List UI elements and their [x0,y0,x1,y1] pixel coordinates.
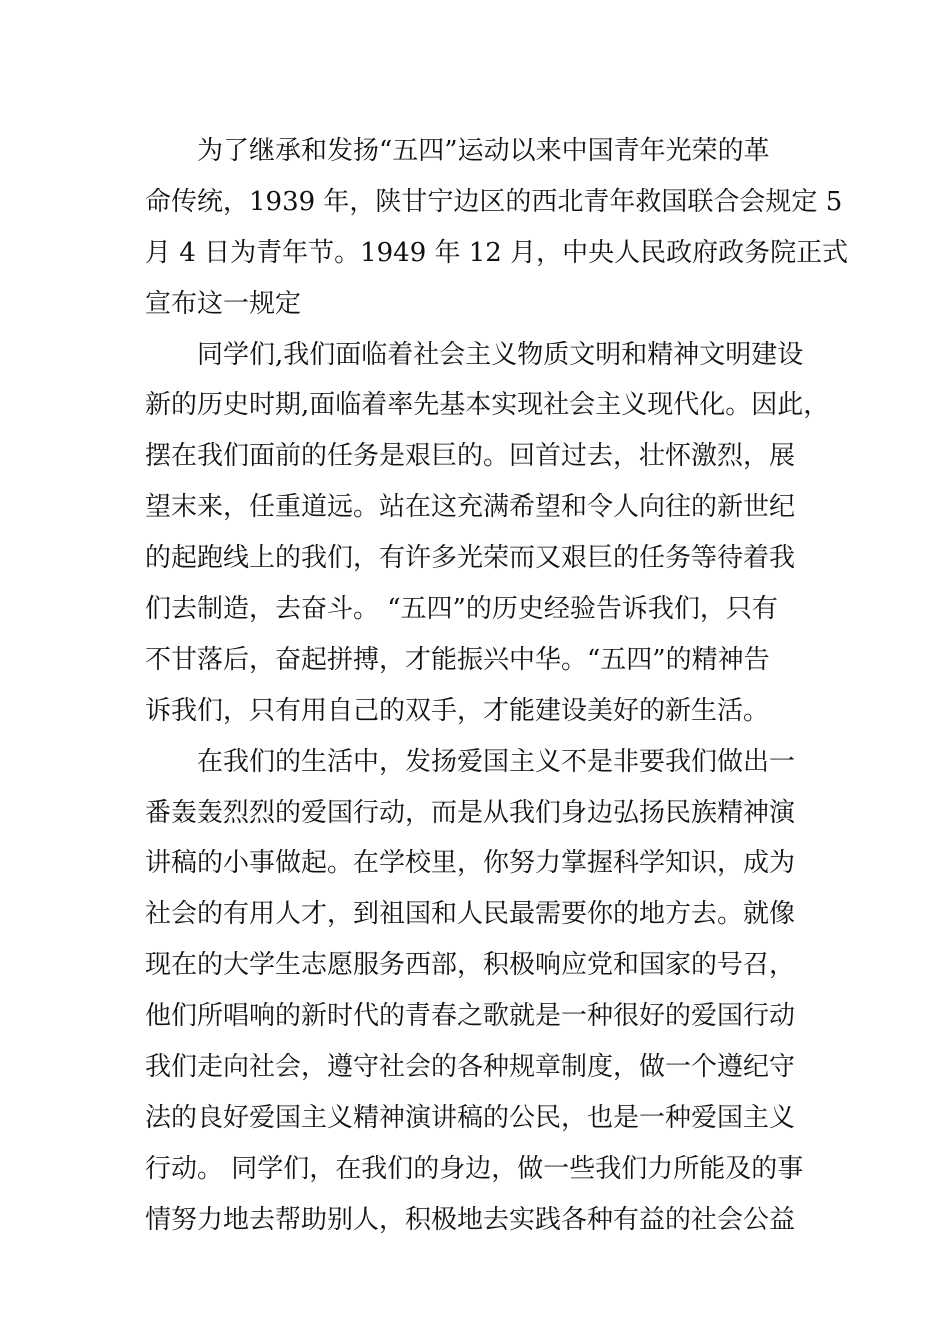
paragraph-2-line-6: 们去制造，去奋斗。 “五四”的历史经验告诉我们，只有 [145,594,778,625]
paragraph-3-line-4: 社会的有用人才，到祖国和人民最需要你的地方去。就像 [145,899,796,930]
paragraph-3-line-2: 番轰轰烈烈的爱国行动，而是从我们身边弘扬民族精神演 [145,797,796,828]
paragraph-3-line-9: 行动。 同学们，在我们的身边，做一些我们力所能及的事 [145,1153,804,1184]
paragraph-3-line-3: 讲稿的小事做起。在学校里，你努力掌握科学知识，成为 [145,848,796,879]
paragraph-3-line-1: 在我们的生活中，发扬爱国主义不是非要我们做出一 [197,746,796,777]
paragraph-2-line-8: 诉我们，只有用自己的双手，才能建设美好的新生活。 [145,695,770,726]
paragraph-1-line-2: 命传统，1939 年，陕甘宁边区的西北青年救国联合会规定 5 [145,186,843,217]
paragraph-2-line-7: 不甘落后，奋起拼搏，才能振兴中华。“五四”的精神告 [145,644,770,675]
paragraph-3-line-10: 情努力地去帮助别人，积极地去实践各种有益的社会公益 [145,1204,796,1235]
paragraph-3-line-7: 我们走向社会，遵守社会的各种规章制度，做一个遵纪守 [145,1052,796,1083]
paragraph-2-line-2: 新的历史时期,面临着率先基本实现社会主义现代化。因此， [145,390,830,421]
paragraph-1-line-3: 月 4 日为青年节。1949 年 12 月，中央人民政府政务院正式 [145,237,849,268]
paragraph-2-line-3: 摆在我们面前的任务是艰巨的。回首过去，壮怀激烈，展 [145,441,796,472]
paragraph-3-line-5: 现在的大学生志愿服务西部，积极响应党和国家的号召， [145,950,796,981]
paragraph-3-line-6: 他们所唱响的新时代的青春之歌就是一种很好的爱国行动 [145,1001,796,1032]
paragraph-2-line-4: 望末来，任重道远。站在这充满希望和令人向往的新世纪 [145,492,796,523]
paragraph-3-line-8: 法的良好爱国主义精神演讲稿的公民，也是一种爱国主义 [145,1102,796,1133]
document-body [145,126,849,1246]
paragraph-1-line-4: 宣布这一规定 [145,288,302,319]
paragraph-2-line-1: 同学们,我们面临着社会主义物质文明和精神文明建设 [197,339,804,370]
paragraph-2-line-5: 的起跑线上的我们，有许多光荣而又艰巨的任务等待着我 [145,543,796,574]
paragraph-1-line-1: 为了继承和发扬“五四”运动以来中国青年光荣的革 [197,136,770,166]
